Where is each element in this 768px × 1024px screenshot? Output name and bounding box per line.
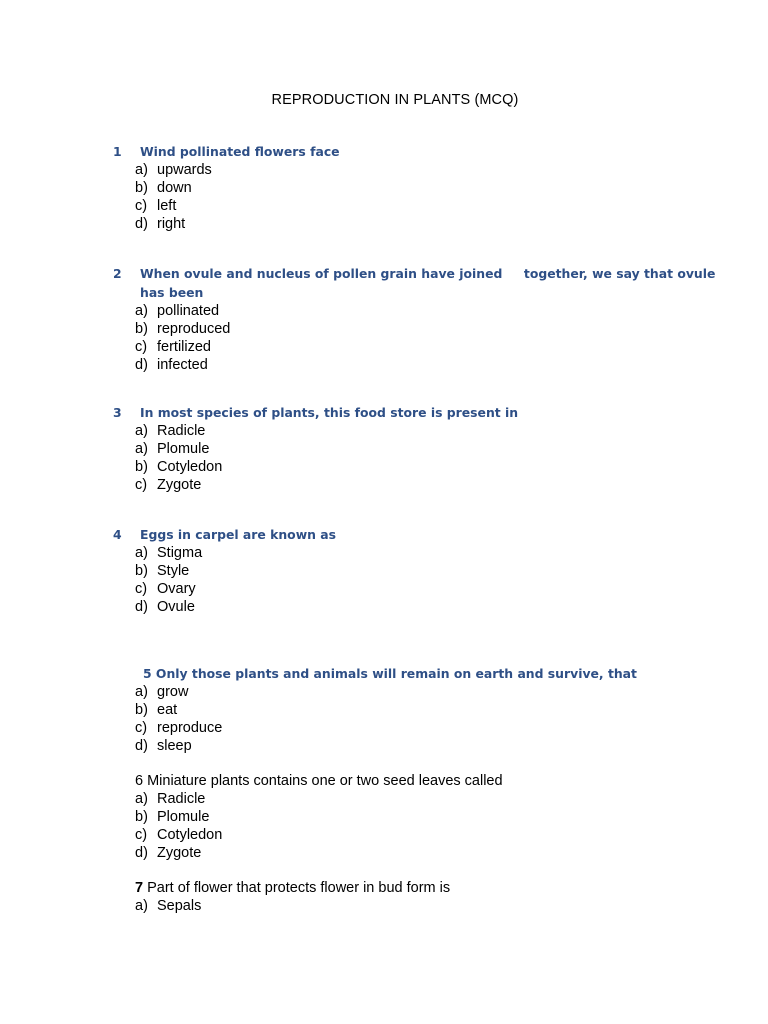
options-list bbox=[135, 544, 336, 616]
option-letter: b) bbox=[135, 702, 148, 718]
question-2-text bbox=[113, 264, 715, 283]
option-a bbox=[135, 422, 518, 440]
option-c bbox=[135, 338, 715, 356]
question-number: 7 bbox=[135, 880, 144, 896]
option-c bbox=[135, 719, 637, 737]
option-letter: d) bbox=[135, 216, 148, 232]
question-4-text bbox=[113, 525, 336, 544]
option-letter: d) bbox=[135, 357, 148, 373]
option-letter: b) bbox=[135, 321, 148, 337]
option-a bbox=[135, 790, 503, 808]
option-a bbox=[135, 161, 340, 179]
options-list bbox=[135, 897, 450, 915]
option-text: Ovary bbox=[157, 581, 196, 597]
question-5 bbox=[135, 664, 637, 755]
option-c bbox=[135, 197, 340, 215]
option-text: down bbox=[157, 180, 192, 196]
option-text: reproduce bbox=[157, 720, 223, 736]
option-a-2 bbox=[135, 440, 518, 458]
option-d bbox=[135, 215, 340, 233]
option-text: upwards bbox=[157, 162, 212, 178]
options-list bbox=[135, 683, 637, 755]
option-text: pollinated bbox=[157, 303, 220, 319]
option-letter: a) bbox=[135, 423, 148, 439]
question-stem-line-1: When ovule and nucleus of pollen grain have joined together, we say that ovule bbox=[140, 266, 716, 281]
option-text: Stigma bbox=[157, 545, 203, 561]
option-letter: a) bbox=[135, 791, 148, 807]
question-stem: 5 Only those plants and animals will remain on earth and survive, that bbox=[143, 666, 637, 681]
option-text: sleep bbox=[157, 738, 192, 754]
option-c bbox=[135, 826, 503, 844]
question-stem-line-2: has been bbox=[140, 285, 204, 300]
option-a bbox=[135, 897, 450, 915]
question-stem: Eggs in carpel are known as bbox=[140, 527, 337, 542]
option-letter: a) bbox=[135, 898, 148, 914]
question-3-text bbox=[113, 403, 518, 422]
option-text: Radicle bbox=[157, 791, 206, 807]
option-letter: c) bbox=[135, 581, 148, 597]
option-letter: c) bbox=[135, 720, 148, 736]
question-3 bbox=[113, 403, 518, 494]
option-c bbox=[135, 580, 336, 598]
option-b bbox=[135, 320, 715, 338]
option-text: Plomule bbox=[157, 809, 210, 825]
option-letter: a) bbox=[135, 545, 148, 561]
question-1 bbox=[113, 142, 340, 233]
question-1-text bbox=[113, 142, 340, 161]
option-text: left bbox=[157, 198, 177, 214]
question-number: 1 bbox=[113, 144, 122, 159]
question-stem: 6 Miniature plants contains one or two seed leaves called bbox=[135, 773, 503, 789]
option-a bbox=[135, 683, 637, 701]
option-letter: c) bbox=[135, 198, 148, 214]
question-stem: In most species of plants, this food store is present in bbox=[140, 405, 519, 420]
option-text: Plomule bbox=[157, 441, 210, 457]
option-b bbox=[135, 562, 336, 580]
option-text: grow bbox=[157, 684, 189, 700]
question-number: 4 bbox=[113, 527, 122, 542]
option-text: eat bbox=[157, 702, 178, 718]
option-text: right bbox=[157, 216, 186, 232]
option-text: Zygote bbox=[157, 845, 202, 861]
option-text: Sepals bbox=[157, 898, 202, 914]
option-d bbox=[135, 844, 503, 862]
question-7 bbox=[135, 879, 450, 915]
option-letter: a) bbox=[135, 162, 148, 178]
option-letter: d) bbox=[135, 738, 148, 754]
question-number: 2 bbox=[113, 266, 122, 281]
option-text: fertilized bbox=[157, 339, 211, 355]
option-text: Ovule bbox=[157, 599, 195, 615]
option-d bbox=[135, 356, 715, 374]
option-letter: d) bbox=[135, 599, 148, 615]
option-letter: c) bbox=[135, 339, 148, 355]
question-stem: Wind pollinated flowers face bbox=[140, 144, 340, 159]
option-text: infected bbox=[157, 357, 208, 373]
option-a bbox=[135, 302, 715, 320]
option-letter: b) bbox=[135, 809, 148, 825]
option-text: Zygote bbox=[157, 477, 202, 493]
option-b bbox=[135, 179, 340, 197]
option-letter: b) bbox=[135, 180, 148, 196]
question-7-text bbox=[135, 879, 450, 897]
option-letter: c) bbox=[135, 477, 148, 493]
option-letter: d) bbox=[135, 845, 148, 861]
question-6 bbox=[135, 772, 503, 862]
option-letter: a) bbox=[135, 303, 148, 319]
options-list bbox=[135, 302, 715, 374]
option-b bbox=[135, 701, 637, 719]
question-stem: Part of flower that protects flower in bud form is bbox=[143, 880, 451, 896]
option-letter: a) bbox=[135, 441, 148, 457]
question-4 bbox=[113, 525, 336, 616]
question-2 bbox=[113, 264, 715, 374]
option-letter: b) bbox=[135, 459, 148, 475]
option-d bbox=[135, 737, 637, 755]
options-list bbox=[135, 161, 340, 233]
options-list bbox=[135, 790, 503, 862]
option-b bbox=[135, 808, 503, 826]
option-letter: b) bbox=[135, 563, 148, 579]
option-text: Radicle bbox=[157, 423, 206, 439]
option-text: Style bbox=[157, 563, 190, 579]
option-letter: a) bbox=[135, 684, 148, 700]
option-text: Cotyledon bbox=[157, 459, 223, 475]
options-list bbox=[135, 422, 518, 494]
option-text: reproduced bbox=[157, 321, 231, 337]
option-a bbox=[135, 544, 336, 562]
option-text: Cotyledon bbox=[157, 827, 223, 843]
page-title: REPRODUCTION IN PLANTS (MCQ) bbox=[271, 92, 519, 108]
option-letter: c) bbox=[135, 827, 148, 843]
option-b bbox=[135, 458, 518, 476]
option-d bbox=[135, 598, 336, 616]
question-number: 3 bbox=[113, 405, 122, 420]
option-c bbox=[135, 476, 518, 494]
